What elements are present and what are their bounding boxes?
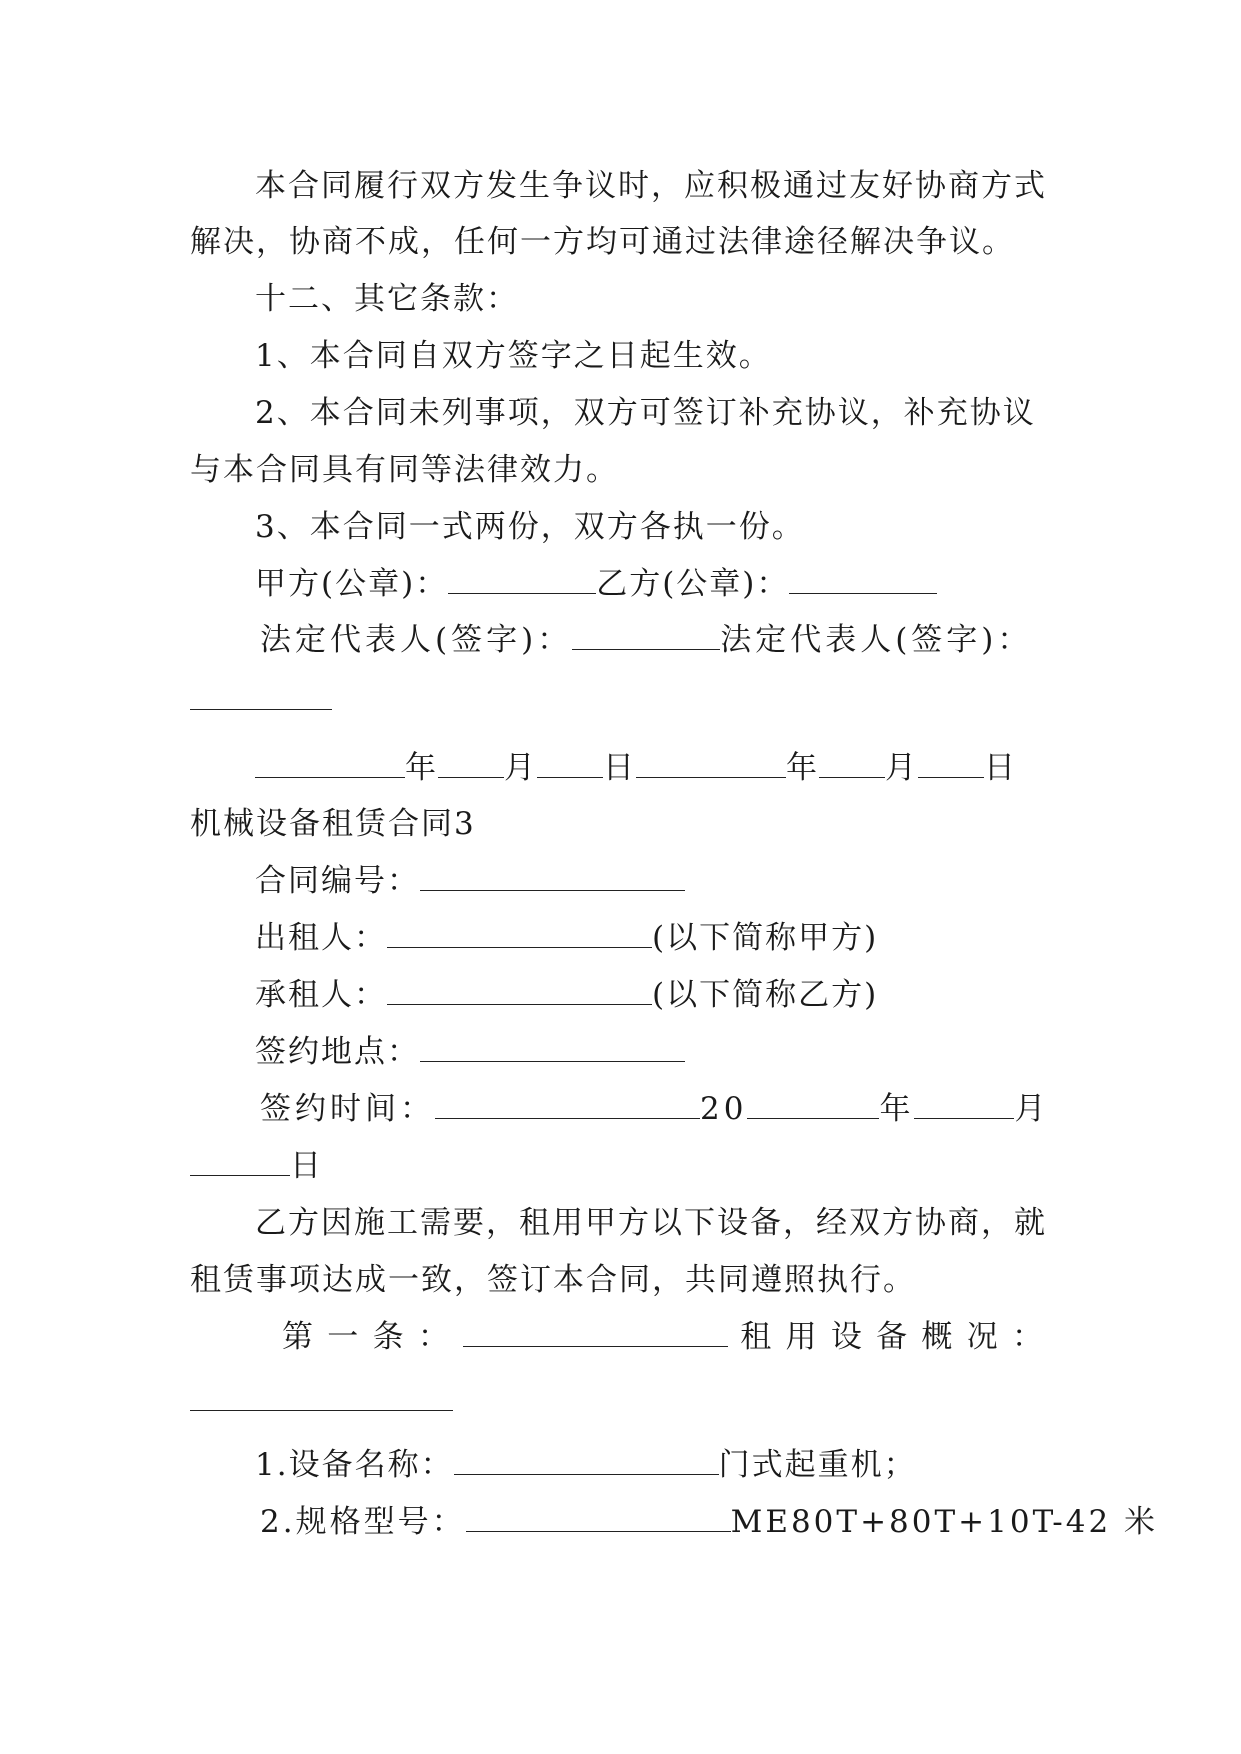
signing-day-label: 日 [290,1148,323,1184]
signing-time-prefix: 20 [700,1091,748,1127]
signing-day-blank [190,1145,290,1176]
place-label: 签约地点： [255,1034,420,1070]
signing-time-blank [435,1088,700,1119]
date-b-month-label: 月 [885,750,918,786]
item-1-label: 1.设备名称： [255,1447,454,1483]
section-12-title: 十二、其它条款： [255,281,519,317]
lessor-line [255,916,1050,960]
signature-seal-line [255,562,1050,606]
signing-year-label: 年 [879,1091,915,1127]
article-1-line [282,1315,1045,1359]
signing-time-line [260,1087,1055,1131]
date-a-month-label: 月 [504,750,537,786]
party-a-rep-label: 法定代表人(签字)： [260,622,573,658]
intro-line1: 乙方因施工需要，租用甲方以下设备，经双方协商，就 [255,1205,1047,1241]
clause-12-1: 1、本合同自双方签字之日起生效。 [255,338,772,374]
date-a-month-blank [438,747,504,778]
party-a-rep-blank [572,619,720,650]
article-1-blank [463,1316,728,1347]
date-b-day-blank [918,747,984,778]
lessor-note: (以下简称甲方) [652,920,879,956]
contract-number-blank [420,860,685,891]
intro-line2: 租赁事项达成一致，签订本合同，共同遵照执行。 [190,1262,916,1298]
signing-day-line [190,1144,1050,1188]
item-2-blank [466,1501,731,1532]
contract-3-title: 机械设备租赁合同3 [190,806,476,842]
item-2-line [260,1500,1159,1544]
paragraph-dispute-line2: 解决，协商不成，任何一方均可通过法律途径解决争议。 [190,224,1015,260]
date-a-year-blank [255,747,405,778]
article-1-continuation-blank [190,1410,453,1411]
signing-year-blank [747,1088,879,1119]
item-1-value: 门式起重机； [718,1447,917,1483]
party-b-seal-label: 乙方(公章)： [596,566,790,602]
date-b-year-label: 年 [786,750,819,786]
signature-date-line [255,746,1050,790]
party-a-seal-label: 甲方(公章)： [255,566,449,602]
item-1-line [255,1443,1050,1487]
lessee-line [255,973,1050,1017]
lessee-note: (以下简称乙方) [652,977,879,1013]
clause-12-2-line1: 2、本合同未列事项，双方可签订补充协议，补充协议 [255,395,1036,431]
date-b-day-label: 日 [984,750,1017,786]
party-b-rep-blank [190,709,332,710]
item-1-blank [454,1444,719,1475]
lessor-label: 出租人： [255,920,387,956]
lessee-blank [387,974,652,1005]
contract-number-label: 合同编号： [255,863,420,899]
lessee-label: 承租人： [255,977,387,1013]
lessor-blank [387,917,652,948]
party-b-rep-label: 法定代表人(签字)： [720,622,1033,658]
date-a-day-label: 日 [603,750,636,786]
article-1-title: 租 用 设 备 概 况 ： [740,1319,1045,1355]
place-line [255,1030,1050,1074]
clause-12-3: 3、本合同一式两份，双方各执一份。 [255,509,805,545]
signing-month-label: 月 [1014,1091,1050,1127]
signing-month-blank [914,1088,1014,1119]
signing-time-label: 签约时间： [260,1091,435,1127]
date-a-day-blank [537,747,603,778]
date-b-month-blank [819,747,885,778]
article-1-label: 第 一 条 ： [282,1319,452,1355]
place-blank [420,1031,685,1062]
signature-rep-line [260,618,1055,662]
party-a-seal-blank [448,563,596,594]
clause-12-2-line2: 与本合同具有同等法律效力。 [190,452,619,488]
party-b-seal-blank [789,563,937,594]
paragraph-dispute-line1: 本合同履行双方发生争议时，应积极通过友好协商方式 [255,168,1047,204]
item-2-label: 2.规格型号： [260,1504,466,1540]
date-b-year-blank [636,747,786,778]
contract-number-line [255,859,1050,903]
item-2-value: ME80T+80T+10T-42 米 [730,1504,1159,1540]
date-a-year-label: 年 [405,750,438,786]
